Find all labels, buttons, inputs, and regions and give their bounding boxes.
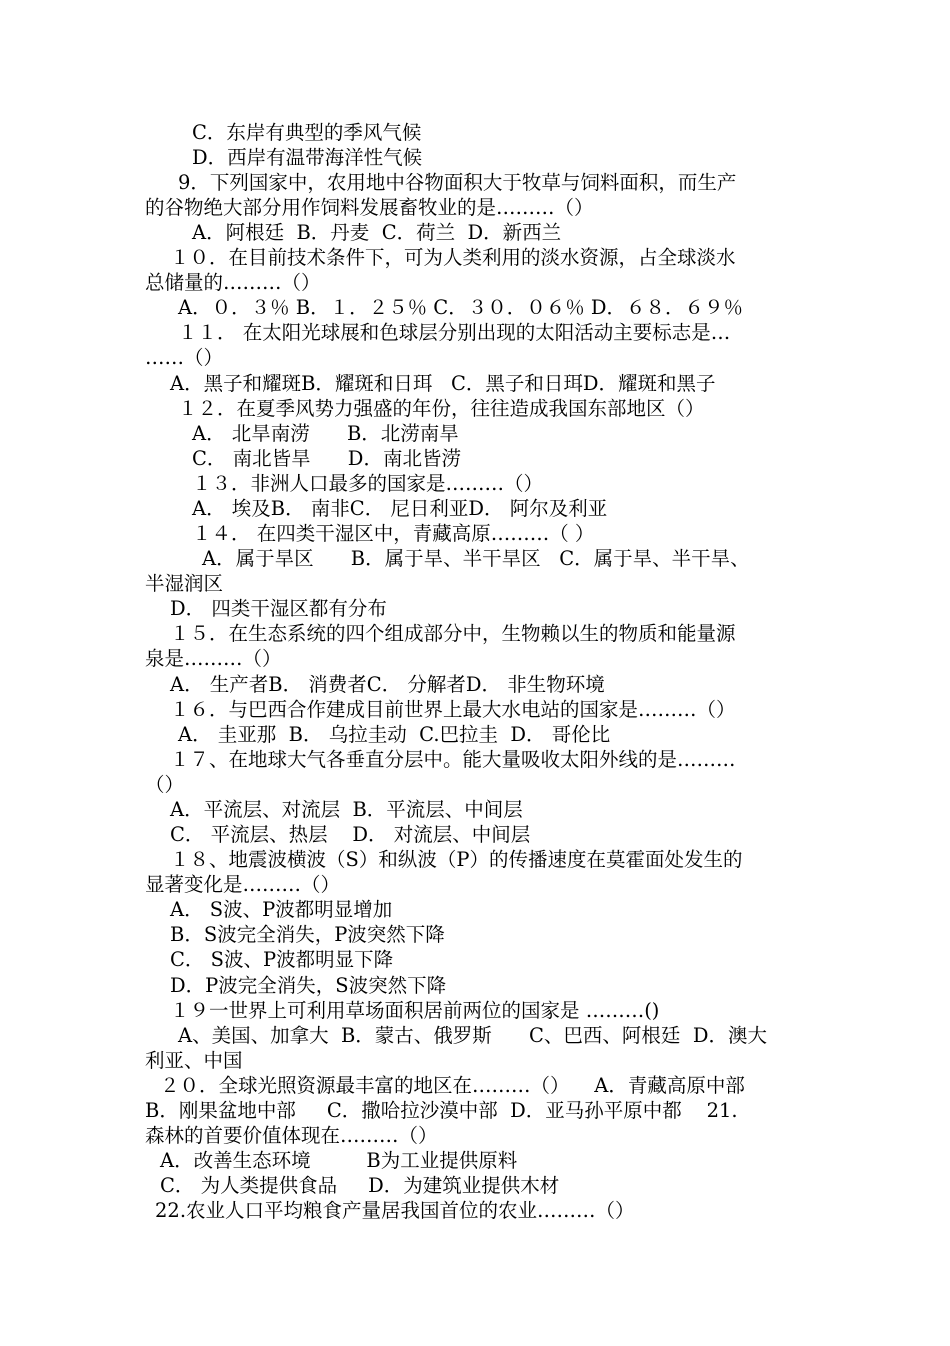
text-line: A． S波、P波都明显增加 [170,898,393,921]
text-line: A．平流层、对流层 B．平流层、中间层 [170,798,523,821]
text-line: A．黑子和耀斑B．耀斑和日珥 C．黑子和日珥D．耀斑和黑子 [170,372,716,395]
text-line: A． 北旱南涝 B．北涝南旱 [192,422,459,445]
text-line: A．阿根廷 B．丹麦 C．荷兰 D．新西兰 [192,221,562,244]
text-line: １６．与巴西合作建成目前世界上最大水电站的国家是………（） [170,698,736,721]
text-line: C． 南北皆旱 D．南北皆涝 [192,447,461,470]
text-line: （） [145,773,185,796]
text-line: D．P波完全消失，S波突然下降 [170,974,447,997]
text-line: C． 为人类提供食品 D．为建筑业提供木材 [160,1174,560,1197]
text-line: １４． 在四类干湿区中，青藏高原………（ ） [192,522,595,545]
text-line: C． S波、P波都明显下降 [170,948,394,971]
text-line: A． 圭亚那 B． 乌拉圭动 C.巴拉圭 D． 哥伦比 [178,723,611,746]
text-line: A． 生产者B． 消费者C． 分解者D． 非生物环境 [170,673,605,696]
text-line: 总储量的………（） [145,271,321,294]
text-line: １３．非洲人口最多的国家是………（） [192,472,544,495]
text-line: １８、地震波横波（S）和纵波（P）的传播速度在莫霍面处发生的 [170,848,743,871]
text-line: A． 埃及B． 南非C． 尼日利亚D． 阿尔及利亚 [192,497,608,520]
text-line: B．刚果盆地中部 C．撒哈拉沙漠中部 D．亚马孙平原中都 21. [145,1099,738,1122]
text-line: 22.农业人口平均粮食产量居我国首位的农业………（） [155,1199,635,1222]
text-line: B．S波完全消失，P波突然下降 [170,923,445,946]
text-line: 的谷物绝大部分用作饲料发展畜牧业的是………（） [145,196,594,219]
text-line: １７、在地球大气各垂直分层中。能大量吸收太阳外线的是……… [170,748,736,771]
text-line: 泉是………（） [145,647,282,670]
text-line: ……（） [145,346,224,369]
text-line: １９一世界上可利用草场面积居前两位的国家是 ………() [170,999,660,1022]
text-line: A、美国、加拿大 B．蒙古、俄罗斯 C、巴西、阿根廷 D．澳大 [178,1024,767,1047]
text-line: １１． 在太阳光球展和色球层分别出现的太阳活动主要标志是… [178,321,731,344]
text-line: １２．在夏季风势力强盛的年份，往往造成我国东部地区（） [178,397,705,420]
text-line: C．东岸有典型的季风气候 [192,121,422,144]
text-line: 9．下列国家中，农用地中谷物面积大于牧草与饲料面积，而生产 [178,171,737,194]
text-line: 半湿润区 [145,572,224,595]
text-line: A．属于旱区 B．属于旱、半干旱区 C．属于旱、半干旱、 [202,547,750,570]
text-line: D． 四类干湿区都有分布 [170,597,387,620]
text-line: A．改善生态环境 B为工业提供原料 [160,1149,518,1172]
text-line: 利亚、中国 [145,1049,243,1072]
text-line: ２０．全球光照资源最丰富的地区在………（） A．青藏高原中部 [160,1074,745,1097]
text-line: D．西岸有温带海洋性气候 [192,146,423,169]
text-line: 森林的首要价值体现在………（） [145,1124,438,1147]
text-line: 显著变化是………（） [145,873,341,896]
text-line: １０．在目前技术条件下，可为人类利用的淡水资源，占全球淡水 [170,246,736,269]
text-line: C． 平流层、热层 D． 对流层、中间层 [170,823,531,846]
text-line: A．０．３％ B．１．２５％ C．３０．０６％ D．６８．６９％ [178,296,744,319]
text-line: １５．在生态系统的四个组成部分中，生物赖以生的物质和能量源 [170,622,736,645]
